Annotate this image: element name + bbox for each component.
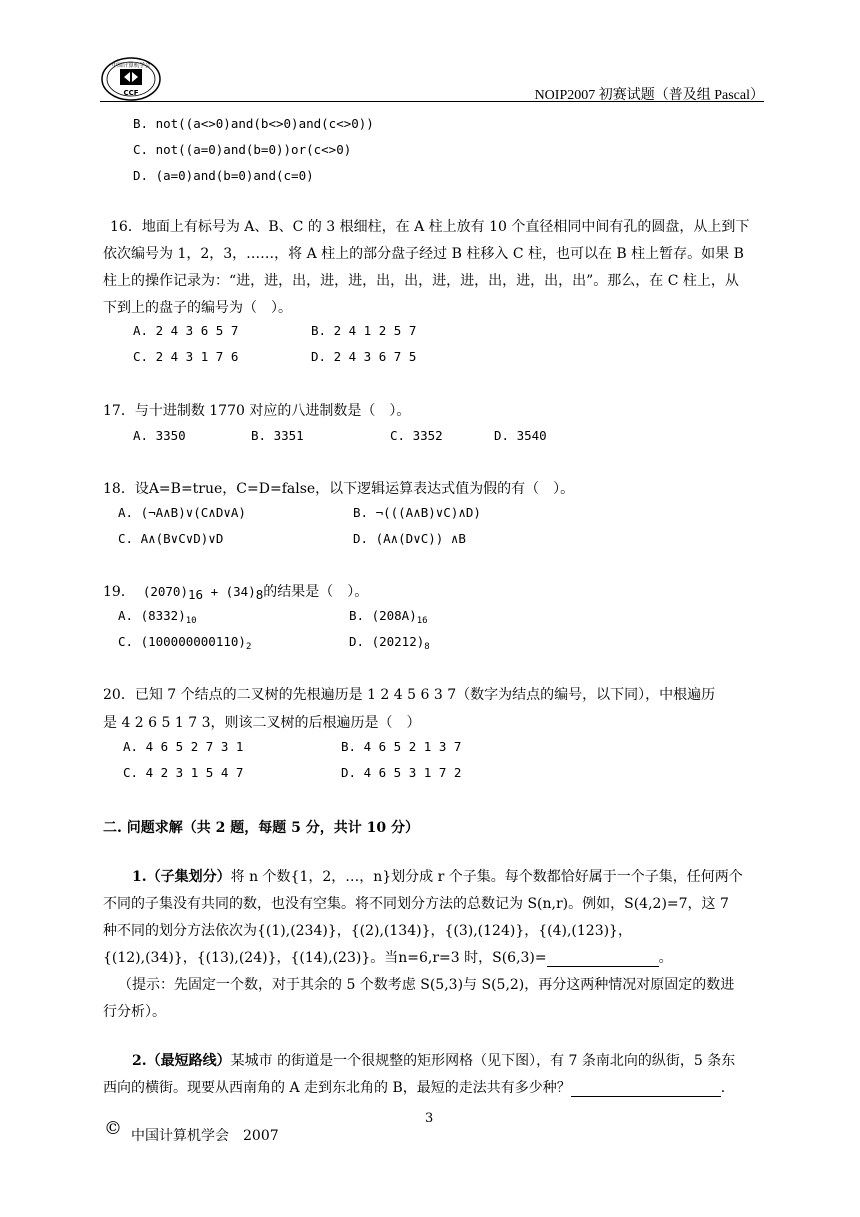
svg-text:CCF: CCF: [123, 89, 139, 97]
copyright-icon: ©: [104, 1118, 122, 1139]
q16-option-b: B. 2 4 1 2 5 7: [311, 323, 417, 338]
q16-option-a: A. 2 4 3 6 5 7: [133, 323, 239, 338]
p1-hint-line2: 行分析）。: [103, 1004, 166, 1020]
q15-option-d: D. (a=0)and(b=0)and(c=0): [133, 168, 314, 183]
q19-option-a: A. $(8332)_{10}$: [118, 608, 197, 626]
q16-stem-line2: 依次编号为 1，2，3，……，将 A 柱上的部分盘子经过 B 柱移入 C 柱，也可以在 B 柱上暂存。如果 B: [103, 246, 744, 262]
header-divider: [100, 101, 764, 102]
q19-option-b: B. $(208A)_{16}$: [349, 608, 428, 626]
p2-answer-blank[interactable]: [571, 1080, 721, 1097]
q15-option-b: B. not((a<>0)and(b<>0)and(c<>0)): [133, 116, 374, 131]
q18-option-b: B. ¬(((A∧B)∨C)∧D): [353, 505, 481, 520]
section-2-title: 二. 问题求解（共 2 题，每题 5 分，共计 10 分）: [103, 820, 419, 836]
q20-option-b: B. 4 6 5 2 1 3 7: [341, 739, 462, 754]
copyright-text: 中国计算机学会 2007: [131, 1128, 279, 1144]
svg-text:中国计算机学会: 中国计算机学会: [111, 63, 151, 69]
header-title: NOIP2007 初赛试题（普及组 Pascal）: [534, 88, 764, 103]
q18-option-a: A. (¬A∧B)∨(C∧D∨A): [118, 505, 246, 520]
p1-line4: {(12),(34)}，{(13),(24)}，{(14),(23)}。当n=6,r=3 时，S(6,3)= 。: [103, 950, 673, 966]
q20-option-a: A. 4 6 5 2 7 3 1: [123, 739, 244, 754]
p1-answer-blank[interactable]: [547, 950, 659, 967]
q17-option-c: C. 3352: [390, 428, 443, 443]
q16-option-d: D. 2 4 3 6 7 5: [311, 349, 417, 364]
p2-line1: 2.（最短路线）某城市 的街道是一个很规整的矩形网格（见下图），有 7 条南北向的纵街，5 条东: [132, 1053, 736, 1069]
q16-stem-line3: 柱上的操作记录为：“进，进，出，进，进，出，出，进，进，出，进，出，出”。那么，在 C 柱上，从: [103, 273, 739, 289]
ccf-logo: [100, 56, 162, 102]
q18-option-c: C. A∧(B∨C∨D)∨D: [118, 531, 224, 546]
q18-option-d: D. (A∧(D∨C)) ∧B: [353, 531, 466, 546]
q20-option-c: C. 4 2 3 1 5 4 7: [123, 765, 244, 780]
q20-option-d: D. 4 6 5 3 1 7 2: [341, 765, 462, 780]
page-number: 3: [425, 1111, 434, 1126]
q17-option-d: D. 3540: [494, 428, 547, 443]
p1-hint-line1: （提示：先固定一个数，对于其余的 5 个数考虑 S(5,3)与 S(5,2)，再分这两种情况对原固定的数进: [118, 977, 735, 993]
q20-stem-line2: 是 4 2 6 5 1 7 3，则该二叉树的后根遍历是（ ）: [103, 715, 421, 731]
q17-option-a: A. 3350: [133, 428, 186, 443]
q18-stem: 18．设A=B=true，C=D=false，以下逻辑运算表达式值为假的有（ ）。: [103, 481, 575, 497]
q17-option-b: B. 3351: [251, 428, 304, 443]
p1-line2: 不同的子集没有共同的数，也没有空集。将不同划分方法的总数记为 S(n,r)。例如，S(4,2)=7，这 7: [103, 896, 729, 912]
q16-stem-line4: 下到上的盘子的编号为（ ）。: [103, 300, 292, 316]
q15-option-c: C. not((a=0)and(b=0))or(c<>0): [133, 142, 352, 157]
q16-stem-line1: 16．地面上有标号为 A、B、C 的 3 根细柱，在 A 柱上放有 10 个直径相同中间有孔的圆盘，从上到下: [110, 219, 750, 235]
q19-stem: 19． $(2070)_{16} + (34)_8$的结果是（ ）。: [103, 584, 369, 602]
q20-stem-line1: 20．已知 7 个结点的二叉树的先根遍历是 1 2 4 5 6 3 7（数字为结点的编号，以下同），中根遍历: [103, 687, 716, 703]
q16-option-c: C. 2 4 3 1 7 6: [133, 349, 239, 364]
p2-line2: 西向的横街。现要从西南角的 A 走到东北角的 B，最短的走法共有多少种？ .: [103, 1080, 726, 1096]
p1-line3: 种不同的划分方法依次为{(1),(234)}，{(2),(134)}，{(3),(124)}，{(4),(123)}，: [103, 923, 632, 939]
q19-option-c: C. $(100000000110)_2$: [118, 634, 252, 652]
q19-option-d: D. $(20212)_8$: [349, 634, 430, 652]
q17-stem: 17．与十进制数 1770 对应的八进制数是（ ）。: [103, 403, 411, 419]
p1-line1: 1.（子集划分）将 n 个数{1，2，…，n}划分成 r 个子集。每个数都恰好属于一个子集，任何两个: [132, 869, 743, 885]
